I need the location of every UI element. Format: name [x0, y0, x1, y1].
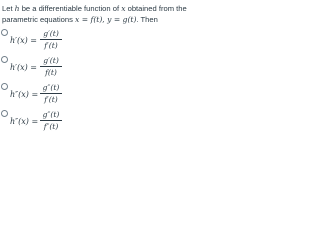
- radio-button-icon[interactable]: [1, 56, 8, 63]
- function-symbol: h: [14, 4, 20, 13]
- radio-button-icon[interactable]: [1, 83, 8, 90]
- choice-lhs: h′(x) =: [10, 63, 37, 72]
- fraction-denominator: f′(t): [44, 95, 58, 104]
- fraction: [40, 56, 62, 77]
- fraction: [40, 110, 62, 131]
- question-text-part: obtained from the parametric equations: [2, 4, 187, 24]
- fraction-denominator: f′(t): [44, 41, 58, 50]
- fraction-numerator: g″(t): [42, 83, 60, 92]
- question-text-part: be a differentiable function of: [19, 4, 122, 13]
- fraction: [40, 83, 62, 104]
- variable-symbol: x: [121, 4, 126, 13]
- fraction-bar: [40, 93, 62, 94]
- fraction-bar: [40, 120, 62, 121]
- fraction-numerator: g′(t): [43, 29, 59, 38]
- fraction: [40, 29, 62, 50]
- answer-choice-4[interactable]: [1, 108, 121, 134]
- quiz-question-page: [0, 0, 200, 138]
- fraction-numerator: g′(t): [43, 56, 59, 65]
- question-text: [2, 3, 198, 25]
- fraction-numerator: g″(t): [42, 110, 60, 119]
- radio-button-icon[interactable]: [1, 110, 8, 117]
- radio-button-icon[interactable]: [1, 29, 8, 36]
- parametric-equations: x = f(t), y = g(t): [75, 15, 137, 24]
- choice-lhs: h′(x) =: [10, 36, 37, 45]
- question-text-part: Let: [2, 4, 15, 13]
- choice-lhs: h″(x) =: [10, 90, 39, 99]
- answer-choice-3[interactable]: [1, 81, 121, 107]
- question-text-part: . Then: [136, 15, 158, 24]
- fraction-denominator: f″(t): [43, 122, 59, 131]
- choice-lhs: h″(x) =: [10, 117, 39, 126]
- answer-choice-2[interactable]: [1, 54, 121, 80]
- fraction-bar: [40, 66, 62, 67]
- fraction-denominator: f(t): [45, 68, 57, 77]
- fraction-bar: [40, 39, 62, 40]
- answer-choice-1[interactable]: [1, 27, 121, 53]
